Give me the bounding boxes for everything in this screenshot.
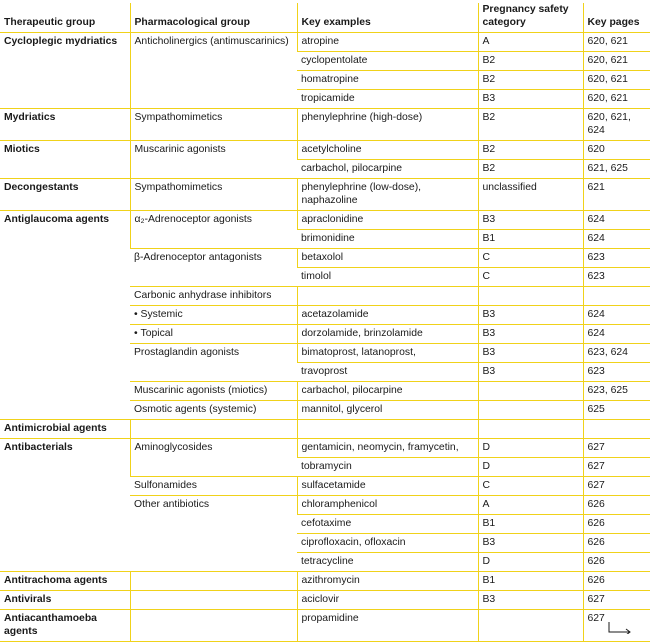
example-cell: carbachol, pilocarpine <box>297 382 478 401</box>
pregnancy-category-cell: unclassified <box>478 179 583 211</box>
example-cell: bimatoprost, latanoprost, <box>297 344 478 363</box>
key-pages-cell: 623 <box>583 268 650 287</box>
key-pages-cell: 620, 621 <box>583 33 650 52</box>
table-body <box>0 33 650 642</box>
therapeutic-group-cell: Mydriatics <box>0 109 130 141</box>
key-pages-cell: 626 <box>583 572 650 591</box>
pregnancy-category-cell <box>478 610 583 642</box>
key-pages-cell: 620, 621, 624 <box>583 109 650 141</box>
pharmacological-group-cell: α₂-Adrenoceptor agonists <box>130 211 297 249</box>
table-row <box>0 439 650 458</box>
key-pages-cell: 620, 621 <box>583 90 650 109</box>
therapeutic-group-cell: Cycloplegic mydriatics <box>0 33 130 109</box>
therapeutic-group-cell: Antiacanthamoeba agents <box>0 610 130 642</box>
pregnancy-category-cell: B1 <box>478 572 583 591</box>
example-cell: cefotaxime <box>297 515 478 534</box>
pregnancy-category-cell: B2 <box>478 71 583 90</box>
drug-table <box>0 3 650 642</box>
key-pages-cell: 627 <box>583 591 650 610</box>
pregnancy-category-cell: D <box>478 439 583 458</box>
pregnancy-category-cell: C <box>478 268 583 287</box>
example-cell: acetazolamide <box>297 306 478 325</box>
pregnancy-category-cell <box>478 287 583 306</box>
table-row <box>0 109 650 141</box>
header-therapeutic-group: Therapeutic group <box>0 3 130 33</box>
pharmacological-group-cell: Muscarinic agonists (miotics) <box>130 382 297 401</box>
key-pages-cell: 620, 621 <box>583 52 650 71</box>
table-row <box>0 141 650 160</box>
key-pages-cell: 623, 624 <box>583 344 650 363</box>
pregnancy-category-cell: B2 <box>478 109 583 141</box>
key-pages-cell: 623 <box>583 363 650 382</box>
therapeutic-group-cell: Antivirals <box>0 591 130 610</box>
key-pages-cell: 627 <box>583 458 650 477</box>
key-pages-cell: 626 <box>583 553 650 572</box>
example-cell: sulfacetamide <box>297 477 478 496</box>
pregnancy-category-cell: B3 <box>478 325 583 344</box>
pregnancy-category-cell: B3 <box>478 534 583 553</box>
key-pages-cell <box>583 287 650 306</box>
example-cell: atropine <box>297 33 478 52</box>
example-cell: propamidine <box>297 610 478 642</box>
table-row <box>0 610 650 642</box>
key-pages-cell: 626 <box>583 496 650 515</box>
example-cell: cyclopentolate <box>297 52 478 71</box>
example-cell: azithromycin <box>297 572 478 591</box>
example-cell: travoprost <box>297 363 478 382</box>
pregnancy-category-cell <box>478 382 583 401</box>
table-row <box>0 591 650 610</box>
pregnancy-category-cell: A <box>478 33 583 52</box>
key-pages-cell: 624 <box>583 325 650 344</box>
pharmacological-group-cell: Muscarinic agonists <box>130 141 297 179</box>
header-pharmacological-group: Pharmacological group <box>130 3 297 33</box>
example-cell: tobramycin <box>297 458 478 477</box>
pharmacological-group-cell: Sympathomimetics <box>130 109 297 141</box>
example-cell: chloramphenicol <box>297 496 478 515</box>
example-cell: timolol <box>297 268 478 287</box>
example-cell: homatropine <box>297 71 478 90</box>
key-pages-cell: 623 <box>583 249 650 268</box>
example-cell: ciprofloxacin, ofloxacin <box>297 534 478 553</box>
key-pages-cell: 627 <box>583 610 650 642</box>
key-pages-cell: 621, 625 <box>583 160 650 179</box>
key-pages-cell: 623, 625 <box>583 382 650 401</box>
pregnancy-category-cell: D <box>478 553 583 572</box>
pregnancy-category-cell: A <box>478 496 583 515</box>
key-pages-cell: 620, 621 <box>583 71 650 90</box>
pregnancy-category-cell: C <box>478 249 583 268</box>
pregnancy-category-cell <box>478 401 583 420</box>
key-pages-cell: 626 <box>583 534 650 553</box>
pharmacological-group-cell <box>130 572 297 591</box>
example-cell: betaxolol <box>297 249 478 268</box>
example-cell: gentamicin, neomycin, framycetin, <box>297 439 478 458</box>
example-cell: tetracycline <box>297 553 478 572</box>
pharmacological-group-cell: Sulfonamides <box>130 477 297 496</box>
example-cell: tropicamide <box>297 90 478 109</box>
pregnancy-category-cell: B3 <box>478 306 583 325</box>
table-row <box>0 179 650 211</box>
pharmacological-group-cell: Aminoglycosides <box>130 439 297 477</box>
table-row <box>0 211 650 230</box>
pregnancy-category-cell: D <box>478 458 583 477</box>
pharmacological-group-cell: • Systemic <box>130 306 297 325</box>
pharmacological-group-cell: Sympathomimetics <box>130 179 297 211</box>
pharmacological-group-cell: Osmotic agents (systemic) <box>130 401 297 420</box>
pregnancy-category-cell: B2 <box>478 141 583 160</box>
pregnancy-category-cell: B1 <box>478 230 583 249</box>
example-cell: apraclonidine <box>297 211 478 230</box>
pharmacological-group-cell: Prostaglandin agonists <box>130 344 297 382</box>
key-pages-cell: 627 <box>583 477 650 496</box>
example-cell: acetylcholine <box>297 141 478 160</box>
pregnancy-category-cell: B2 <box>478 52 583 71</box>
key-pages-cell: 626 <box>583 515 650 534</box>
example-cell: mannitol, glycerol <box>297 401 478 420</box>
header-pregnancy-category: Pregnancy safety category <box>478 3 583 33</box>
table-row <box>0 420 650 439</box>
example-cell: dorzolamide, brinzolamide <box>297 325 478 344</box>
pharmacological-group-cell: Other antibiotics <box>130 496 297 572</box>
pregnancy-category-cell: B3 <box>478 591 583 610</box>
example-cell <box>297 287 478 306</box>
pregnancy-category-cell: C <box>478 477 583 496</box>
key-pages-cell <box>583 420 650 439</box>
therapeutic-group-cell: Decongestants <box>0 179 130 211</box>
therapeutic-group-cell: Antimicrobial agents <box>0 420 130 439</box>
pharmacological-group-cell: Anticholinergics (antimuscarinics) <box>130 33 297 109</box>
pharmacological-group-cell <box>130 610 297 642</box>
pharmacological-group-cell <box>130 420 297 439</box>
therapeutic-group-cell: Antitrachoma agents <box>0 572 130 591</box>
pharmacological-group-cell: Carbonic anhydrase inhibitors <box>130 287 297 306</box>
pregnancy-category-cell: B1 <box>478 515 583 534</box>
therapeutic-group-cell: Antibacterials <box>0 439 130 572</box>
header-key-pages: Key pages <box>583 3 650 33</box>
pregnancy-category-cell <box>478 420 583 439</box>
pregnancy-category-cell: B3 <box>478 363 583 382</box>
therapeutic-group-cell: Antiglaucoma agents <box>0 211 130 420</box>
pharmacological-group-cell: β-Adrenoceptor antagonists <box>130 249 297 287</box>
table-row <box>0 572 650 591</box>
example-cell: phenylephrine (low-dose), naphazoline <box>297 179 478 211</box>
key-pages-cell: 624 <box>583 306 650 325</box>
key-pages-cell: 620 <box>583 141 650 160</box>
example-cell: aciclovir <box>297 591 478 610</box>
pharmacological-group-cell: • Topical <box>130 325 297 344</box>
key-pages-cell: 624 <box>583 211 650 230</box>
pregnancy-category-cell: B2 <box>478 160 583 179</box>
table-row <box>0 33 650 52</box>
pregnancy-category-cell: B3 <box>478 344 583 363</box>
example-cell: phenylephrine (high-dose) <box>297 109 478 141</box>
header-key-examples: Key examples <box>297 3 478 33</box>
pharmacological-group-cell <box>130 591 297 610</box>
continued-arrow-icon <box>608 622 632 634</box>
pregnancy-category-cell: B3 <box>478 211 583 230</box>
therapeutic-group-cell: Miotics <box>0 141 130 179</box>
pregnancy-category-cell: B3 <box>478 90 583 109</box>
key-pages-cell: 621 <box>583 179 650 211</box>
example-cell <box>297 420 478 439</box>
example-cell: brimonidine <box>297 230 478 249</box>
key-pages-cell: 625 <box>583 401 650 420</box>
key-pages-cell: 624 <box>583 230 650 249</box>
key-pages-cell: 627 <box>583 439 650 458</box>
header-row <box>0 3 650 33</box>
example-cell: carbachol, pilocarpine <box>297 160 478 179</box>
